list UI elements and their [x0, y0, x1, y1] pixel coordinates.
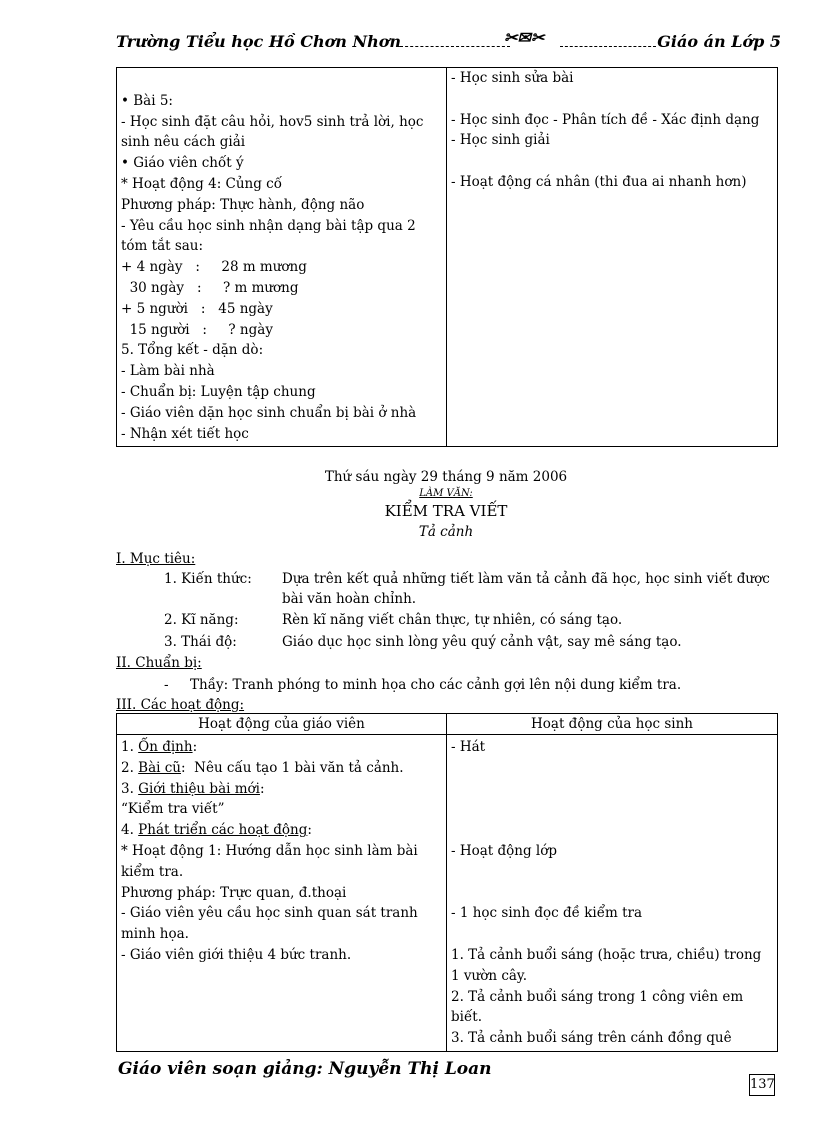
spacer [451, 758, 773, 779]
list-item: “Kiểm tra viết” [121, 801, 225, 818]
list-item: 2. Bài cũ: Nêu cấu tạo 1 bài văn tả cảnh. [121, 759, 404, 776]
subject-grade: Giáo án Lớp 5 [657, 32, 781, 51]
list-item: - Chuẩn bị: Luyện tập chung [121, 383, 316, 400]
list-item: - Học sinh sửa bài [451, 70, 574, 86]
teacher-cell [117, 735, 447, 1052]
list-item: - Giáo viên yêu cầu học sinh quan sát tranh [121, 905, 418, 922]
objective-label: 2. Kĩ năng: [164, 612, 239, 628]
list-item: 4. Phát triển các hoạt động: [121, 822, 312, 839]
list-item: * Hoạt động 1: Hướng dẫn học sinh làm bài [121, 842, 418, 859]
prep-item: - Thầy: Tranh phóng to minh họa cho các cảnh gợi lên nội dung kiểm tra. [164, 677, 682, 693]
list-item: 1 vườn cây. [451, 967, 528, 984]
list-item: 2. Tả cảnh buổi sáng trong 1 công viên em [451, 988, 744, 1005]
header-rule-left [400, 46, 510, 47]
list-item: 3. Tả cảnh buổi sáng trên cánh đồng quê [451, 1030, 732, 1047]
section-heading: 5. Tổng kết - dặn dò: [121, 342, 264, 359]
list-item: sinh nêu cách giải [121, 134, 246, 151]
school-name: Trường Tiểu học Hồ Chơn Nhơn [116, 32, 402, 51]
header-rule-right [560, 46, 656, 47]
list-item: - Giáo viên dặn học sinh chuẩn bị bài ở nhà [121, 404, 417, 421]
lesson-date: Thứ sáu ngày 29 tháng 9 năm 2006 [324, 469, 568, 485]
table-row [117, 68, 778, 447]
ornament-icon: ✂✉✂ [504, 28, 545, 47]
page-header [116, 28, 781, 54]
student-cell [447, 735, 778, 1052]
spacer [451, 883, 773, 904]
list-item: Phương pháp: Trực quan, đ.thoại [121, 884, 347, 901]
table-row [117, 735, 778, 1052]
list-item: - Nhận xét tiết học [121, 425, 249, 442]
spacer [451, 779, 773, 800]
lesson-heading [116, 467, 776, 543]
objective-text: Dựa trên kết quả những tiết làm văn tả cảnh đã học, học sinh viết được [282, 571, 770, 587]
list-item: - Làm bài nhà [121, 363, 215, 380]
objective-label: 3. Thái độ: [164, 634, 237, 650]
list-item: minh họa. [121, 926, 189, 943]
lesson-title: KIỂM TRA VIẾT [384, 502, 508, 520]
spacer [451, 862, 773, 883]
list-item: tóm tắt sau: [121, 238, 204, 255]
list-item: biết. [451, 1009, 482, 1026]
lesson-subtitle: Tả cảnh [418, 524, 474, 540]
list-item: Phương pháp: Thực hành, động não [121, 196, 365, 213]
list-item: • Giáo viên chốt ý [121, 155, 244, 172]
activities-heading: III. Các hoạt động: [116, 697, 245, 713]
lesson-subject: LÀM VĂN: [419, 488, 473, 499]
page-number: 137 [749, 1074, 775, 1096]
objective-text: Rèn kĩ năng viết chân thực, tự nhiên, có sáng tạo. [282, 612, 623, 628]
list-item: - Yêu cầu học sinh nhận dạng bài tập qua 2 [121, 217, 416, 234]
spacer [451, 924, 773, 945]
list-item: 1. Ổn định: [121, 739, 198, 755]
list-item: - Học sinh đọc - Phân tích đề - Xác định dạng [451, 111, 760, 128]
student-cell [447, 68, 778, 447]
teacher-cell [117, 68, 447, 447]
list-item: - Giáo viên giới thiệu 4 bức tranh. [121, 946, 352, 963]
list-item [121, 70, 442, 91]
list-item: 1. Tả cảnh buổi sáng (hoặc trưa, chiều) trong [451, 946, 762, 963]
list-item: 30 ngày : ? m mương [121, 279, 299, 296]
teacher-signature: Giáo viên soạn giảng: Nguyễn Thị Loan [118, 1059, 492, 1079]
list-item: • Bài 5: [121, 92, 173, 109]
list-item: kiểm tra. [121, 863, 184, 880]
list-item: - Hát [451, 739, 486, 755]
objectives-heading: I. Mục tiêu: [116, 551, 196, 567]
objective-text: bài văn hoàn chỉnh. [282, 591, 417, 607]
spacer [451, 820, 773, 841]
list-item: - Học sinh giải [451, 132, 550, 149]
list-item [451, 151, 773, 172]
objective-label: 1. Kiến thức: [164, 571, 252, 587]
list-item: 3. Giới thiệu bài mới: [121, 780, 265, 797]
list-item [451, 89, 773, 110]
list-item: * Hoạt động 4: Củng cố [121, 175, 283, 192]
spacer [451, 799, 773, 820]
top-activity-table [116, 67, 778, 447]
objective-text: Giáo dục học sinh lòng yêu quý cảnh vật, say mê sáng tạo. [282, 634, 682, 650]
list-item: + 4 ngày : 28 m mương [121, 259, 307, 276]
activities-table [116, 713, 778, 1052]
list-item: - Hoạt động lớp [451, 842, 558, 859]
list-item: - Hoạt động cá nhân (thi đua ai nhanh hơn) [451, 173, 747, 190]
column-header-student: Hoạt động của học sinh [447, 714, 778, 735]
list-item: + 5 người : 45 ngày [121, 300, 273, 317]
list-item: - Học sinh đặt câu hỏi, hov5 sinh trả lời, học [121, 113, 424, 130]
column-header-teacher: Hoạt động của giáo viên [117, 714, 447, 735]
list-item: 15 người : ? ngày [121, 321, 273, 338]
table-header-row [117, 714, 778, 735]
list-item: - 1 học sinh đọc đề kiểm tra [451, 905, 643, 922]
prep-heading: II. Chuẩn bị: [116, 655, 202, 671]
